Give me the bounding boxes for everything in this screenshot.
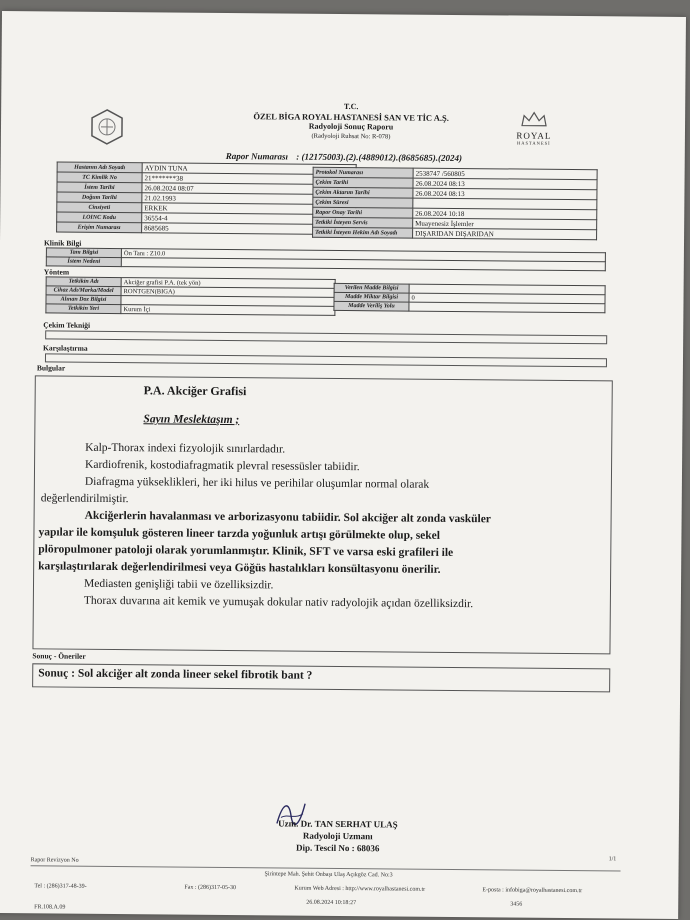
findings-greeting: Sayın Meslektaşım ; <box>143 413 240 427</box>
finding-bold-line: yapılar ile komşuluk gösteren lineer tarzda yoğunluk artışı görülmekte olup, sekel <box>38 526 441 542</box>
meta-field-value: DIŞARIDAN DIŞARIDAN <box>413 228 597 240</box>
method-field-label: Tetkikin Yeri <box>46 304 121 314</box>
meta-field-label: Çekim Süresi <box>313 197 413 208</box>
material-field-label: Verilen Madde Bilgisi <box>334 283 409 293</box>
finding-bold-line: karşılaştırılarak değerlendirilmesi veya Göğüs hastalıkları konsültasyonu önerilir. <box>38 560 441 576</box>
meta-field-label: Protokol Numarası <box>313 167 413 178</box>
report-type: Radyoloji Sonuç Raporu <box>308 121 394 132</box>
conclusion-box <box>32 663 610 692</box>
meta-field-value: Muayenesiz İşlemler <box>413 218 597 230</box>
signature-block <box>233 817 443 855</box>
comparison-box <box>45 353 607 367</box>
patient-field-value: 21.02.1993 <box>142 193 356 205</box>
brand-name: ROYAL <box>516 130 552 141</box>
finding-line: Kalp-Thorax indexi fizyolojik sınırlardadır. <box>85 441 286 456</box>
doctor-title: Radyoloji Uzmanı <box>302 830 373 842</box>
method-field-value: Akciğer grafisi P.A. (tek yön) <box>121 278 335 289</box>
report-header <box>191 101 511 144</box>
meta-table <box>312 167 598 240</box>
finding-line: Thorax duvarına ait kemik ve yumuşak dokular nativ radyolojik açıdan özelliksizdir. <box>83 594 474 611</box>
clinical-table <box>46 247 606 271</box>
technique-section-title: Çekim Tekniği <box>43 320 91 330</box>
patient-field-value: 21*******38 <box>142 173 356 185</box>
method-field-label: Cihaz Adı/Marka/Model <box>46 286 121 296</box>
meta-field-row <box>313 227 597 239</box>
footer-divider <box>31 865 621 871</box>
patient-field-label: Cinsiyeti <box>57 202 142 213</box>
material-field-row <box>334 301 605 312</box>
patient-field-label: İstem Tarihi <box>57 182 142 193</box>
report-number-label: Rapor Numarası <box>225 150 289 162</box>
meta-field-value: 2538747 /560805 <box>413 168 597 180</box>
finding-line: değerlendirilmiştir. <box>40 492 129 506</box>
method-section-title: Yöntem <box>43 267 70 277</box>
method-field-row <box>46 304 335 316</box>
patient-field-value: 8685685 <box>142 223 356 235</box>
technique-box <box>45 330 607 344</box>
material-field-label: Madde Veriliş Yolu <box>334 301 409 311</box>
royal-logo <box>509 110 559 145</box>
footer-address: Şirintepe Mah. Şehit Onbaşı Ulaş Açıkgöz Cad. No:3 <box>264 871 393 879</box>
method-field-label: Tetkikin Adı <box>46 277 121 287</box>
footer-printed: 26.08.2024 10:18:27 <box>306 899 357 907</box>
ministry-logo-icon <box>87 107 127 147</box>
hospital-name: ÖZEL BİGA ROYAL HASTANESİ SAN VE TİC A.Ş. <box>253 111 449 123</box>
patient-field-label: Erişim Numarası <box>57 222 142 233</box>
clinical-field-value: Ön Tanı : Z10.0 <box>121 249 605 262</box>
footer-code: 3456 <box>510 901 523 908</box>
material-field-label: Madde Miktar Bilgisi <box>334 292 409 302</box>
patient-field-row <box>57 222 356 235</box>
report-page <box>0 11 686 919</box>
meta-field-value: 26.08.2024 08:13 <box>413 188 597 200</box>
clinical-section-title: Klinik Bilgi <box>43 238 82 248</box>
patient-field-value: AYDIN TUNA <box>142 163 356 175</box>
material-field-value: 0 <box>409 293 605 304</box>
doctor-tescil: Dip. Tescil No : 68036 <box>296 842 380 854</box>
findings-section-title: Bulgular <box>36 363 66 373</box>
footer-page: 1/1 <box>608 856 617 863</box>
material-table <box>333 283 605 313</box>
meta-field-label: Tetkiki İsteyen Servis <box>313 217 413 228</box>
method-field-value: RONTGEN(BIGA) <box>121 287 335 298</box>
footer-revision: Rapor Revizyon No <box>30 857 79 864</box>
meta-field-value: 26.08.2024 08:13 <box>413 178 597 190</box>
findings-box <box>32 375 612 654</box>
footer-tel: Tel : (286)317-48-39- <box>34 883 87 890</box>
finding-bold-line: Akciğerlerin havalanması ve arborizasyonu tabiidir. Sol akciğer alt zonda vasküler <box>84 509 492 526</box>
patient-field-label: Doğum Tarihi <box>57 192 142 203</box>
meta-field-label: Tetkiki İsteyen Hekim Adı Soyadı <box>313 227 413 238</box>
comparison-section-title: Karşılaştırma <box>43 343 88 353</box>
method-table <box>45 276 335 316</box>
conclusion-section-title: Sonuç - Öneriler <box>32 651 86 661</box>
ruhsat-number: (Radyoloji Ruhsat No: R-078) <box>311 132 391 141</box>
report-number-value: : (12175003).(2).(4889012).(8685685).(2024) <box>296 151 463 164</box>
report-number <box>226 151 462 163</box>
patient-field-label: LOINC Kodu <box>57 212 142 223</box>
finding-bold-line: plöropulmoner patoloji olarak yorumlanmıştır. Klinik, SFT ve varsa eski grafileri ile <box>38 543 454 559</box>
footer-web: Kurum Web Adresi : http://www.royalhastanesi.com.tr <box>294 885 426 893</box>
doctor-name: Uzm. Dr. TAN SERHAT ULAŞ <box>278 818 398 830</box>
footer-email: E-posta : infobiga@royalhastanesi.com.tr <box>482 887 583 895</box>
patient-field-value: 26.08.2024 08:07 <box>142 183 356 195</box>
method-field-value: Kurum İçi <box>121 305 335 316</box>
method-field-label: Alınan Doz Bilgisi <box>46 295 121 305</box>
patient-field-value: 36554-4 <box>142 213 356 225</box>
finding-line: Kardiofrenik, kostodiafragmatik plevral resessüsler tabiidir. <box>85 458 360 474</box>
footer-form: FR.108.A.09 <box>34 904 66 911</box>
clinical-field-label: İstem Nedeni <box>46 257 121 267</box>
meta-field-label: Çekim Tarihi <box>313 177 413 188</box>
header-tc: T.C. <box>343 102 359 112</box>
patient-field-label: Hastanın Adı Soyadı <box>57 162 142 173</box>
patient-field-value: ERKEK <box>142 203 356 215</box>
meta-field-label: Rapor Onay Tarihi <box>313 207 413 218</box>
meta-field-value: 26.08.2024 10:18 <box>413 208 597 220</box>
patient-field-label: TC Kimlik No <box>57 172 142 183</box>
footer-fax: Fax : (286)317-05-30 <box>184 884 237 892</box>
finding-line: Diafragma yükseklikleri, her iki hilus ve perihilar oluşumlar normal olarak <box>84 475 430 491</box>
findings-title: P.A. Akciğer Grafisi <box>143 383 247 399</box>
meta-field-label: Çekim Aktarım Tarihi <box>313 187 413 198</box>
clinical-field-label: Tanı Bilgisi <box>46 248 121 258</box>
finding-line: Mediasten genişliği tabii ve özelliksizdir. <box>83 577 274 592</box>
conclusion-text: Sonuç : Sol akciğer alt zonda lineer sekel fibrotik bant ? <box>38 667 313 682</box>
material-field-value <box>409 302 605 313</box>
crown-icon <box>519 111 549 129</box>
brand-sub: HASTANESİ <box>517 140 551 146</box>
